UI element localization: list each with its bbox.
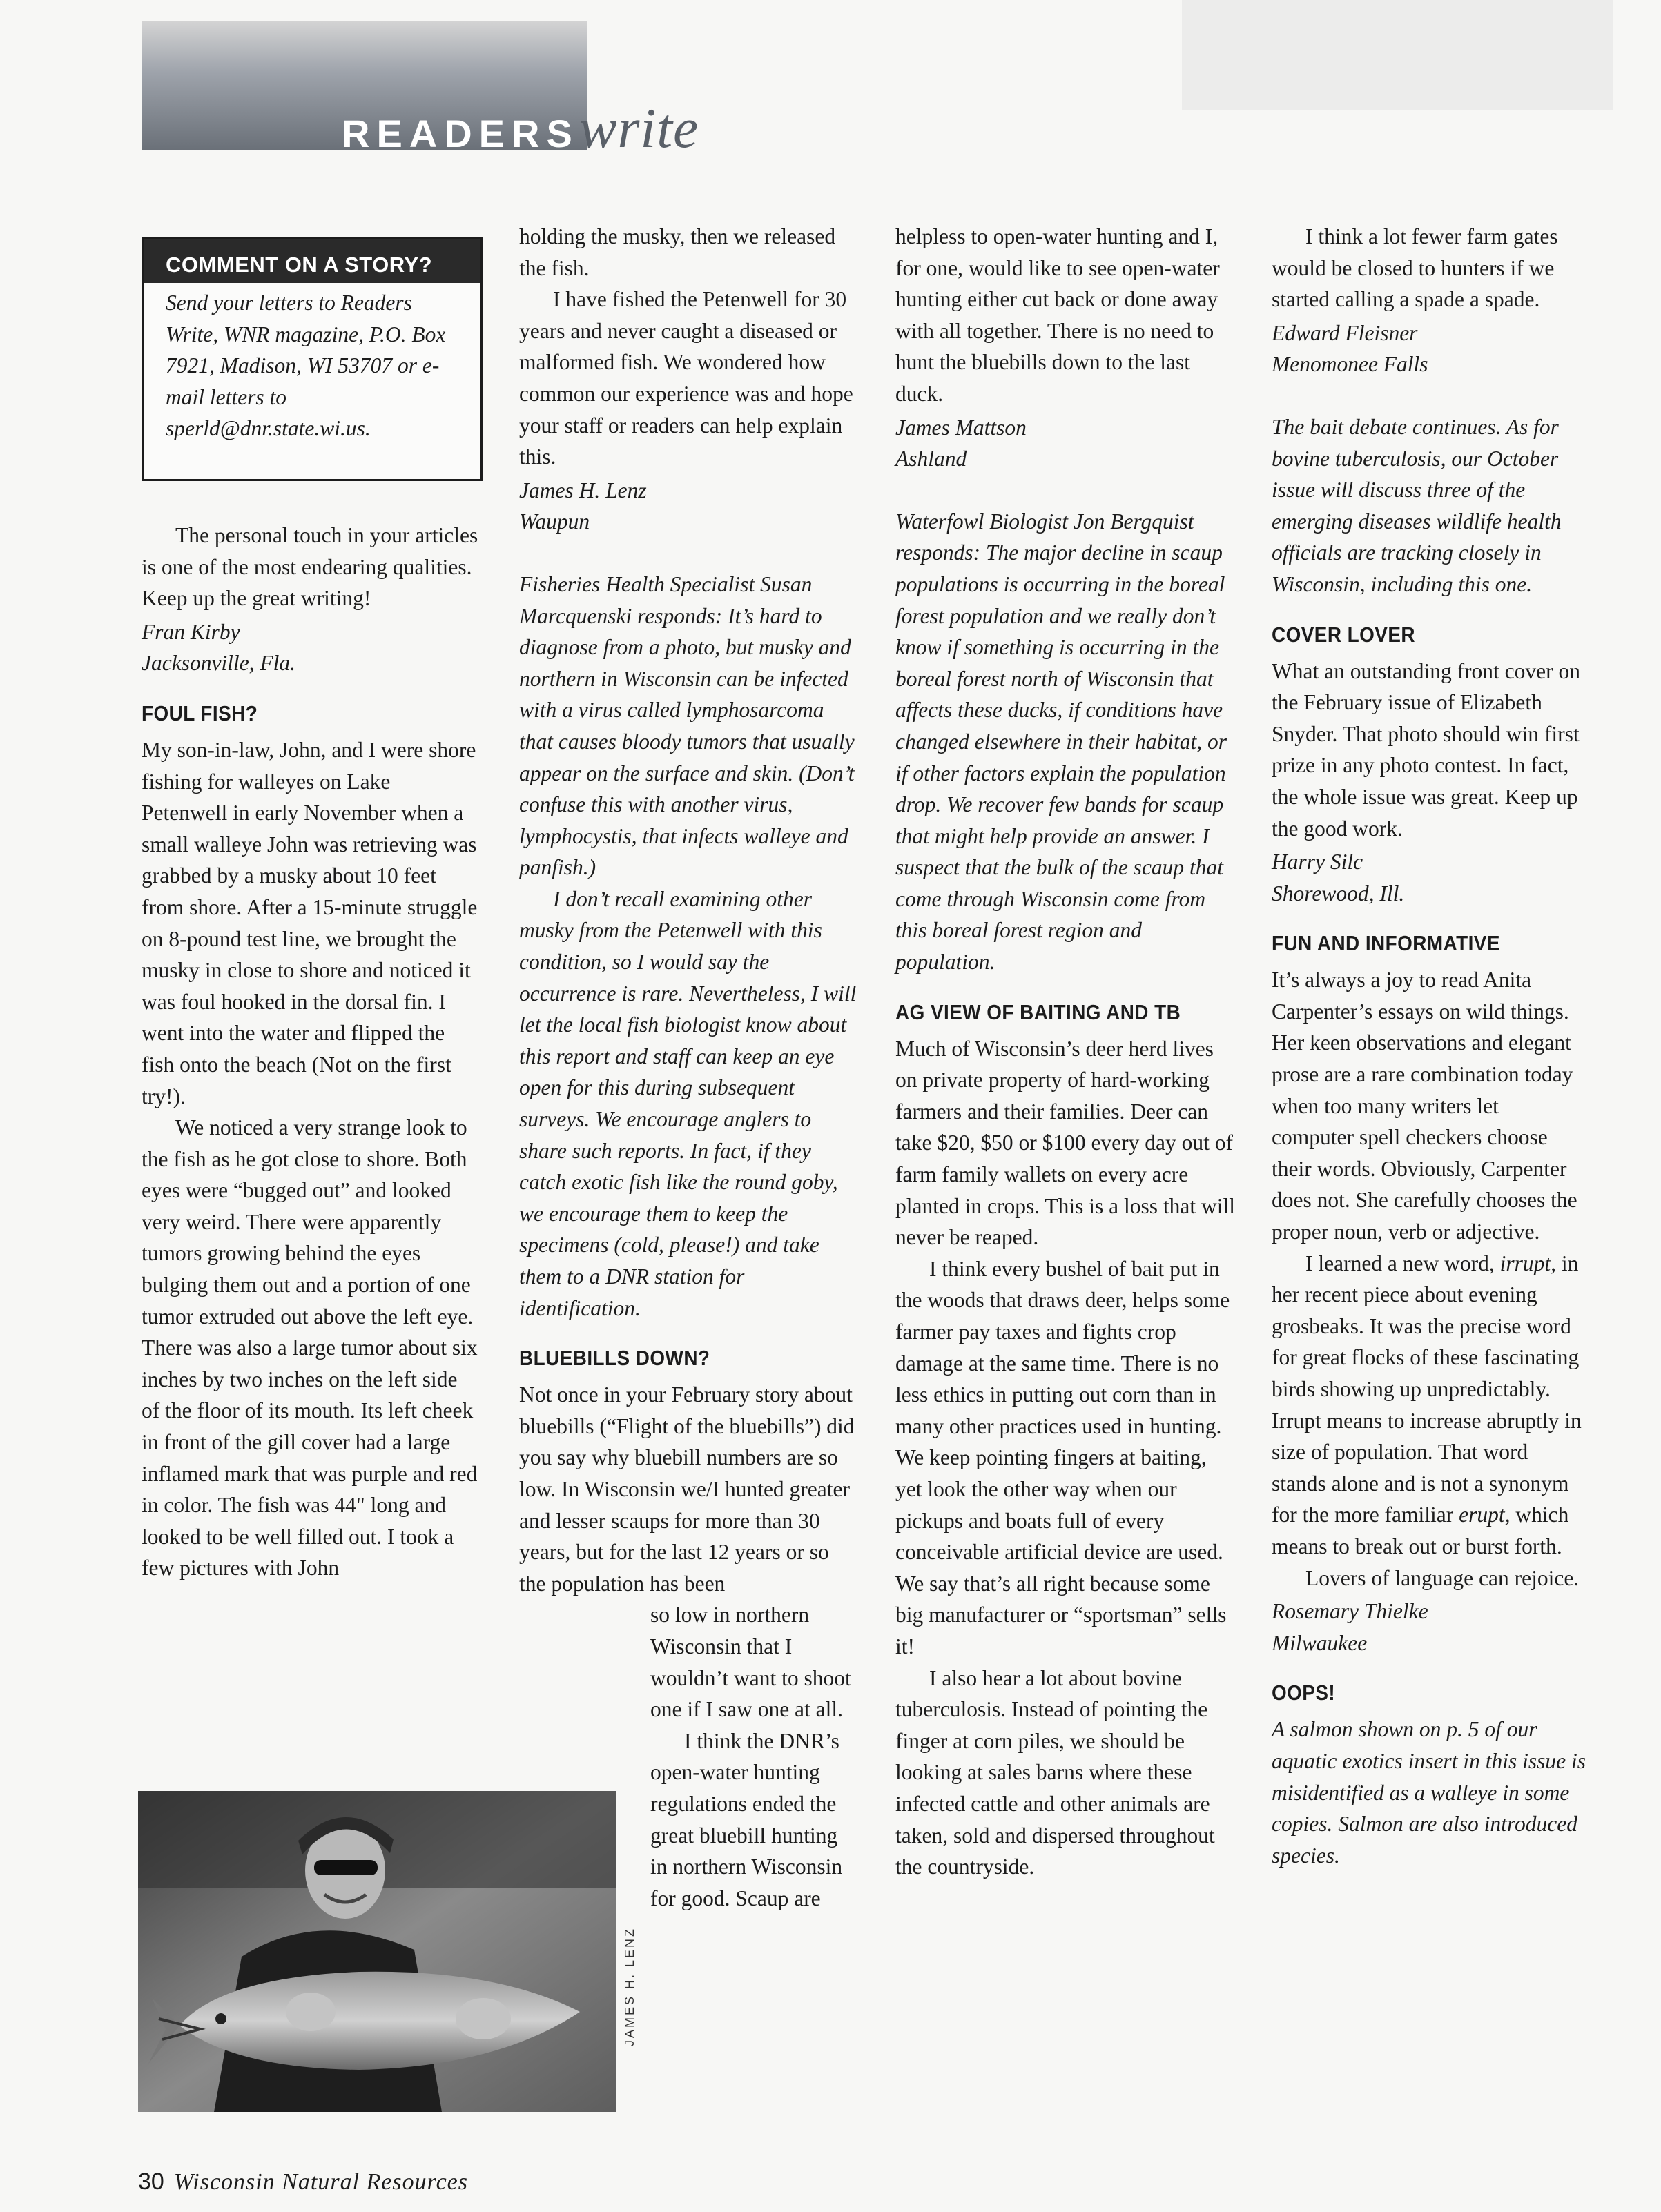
signature-name: Edward Fleisner — [1272, 320, 1418, 345]
section-title-write: write — [579, 97, 699, 159]
section-title — [342, 97, 699, 159]
text-run: I learned a new word, — [1305, 1251, 1495, 1275]
photo-wrap-text — [650, 1599, 857, 1914]
response-paragraph: Fisheries Health Specialist Susan Marcquenski responds: It’s hard to diagnose from a photo, but musky and northern in Wisconsin can be infected with a virus called lymphosarcoma that causes bloody tumors that usually appear on the surface and skin. (Don’t confuse this with another virus, lymphocystis, that infects walleye and panfish.) — [519, 571, 855, 880]
letter-paragraph: It’s always a joy to read Anita Carpenter’s essays on wild things. Her keen observations and elegant prose are a rare combination today when too many writers let computer spell checkers choose their words. Obviously, Carpenter does not. She carefully chooses the proper noun, verb or adjective. — [1272, 968, 1577, 1244]
letter-paragraph: I think a lot fewer farm gates would be closed to hunters if we started calling a spade a spade. — [1272, 224, 1558, 312]
signature-name: James Mattson — [895, 415, 1027, 440]
signature-place: Milwaukee — [1272, 1630, 1368, 1655]
column-3 — [895, 221, 1237, 1883]
editor-note: The bait debate continues. As for bovine tuberculosis, our October issue will discuss three of the emerging diseases wildlife health officials are tracking closely in Wisconsin, including this one. — [1272, 414, 1562, 596]
response-paragraph: I don’t recall examining other musky from the Petenwell with this condition, so I would say the occurrence is rare. Nevertheless, I will let the local fish biologist know about this report and staff can keep an eye open for this during subsequent surveys. We encourage anglers to share such reports. In fact, if they catch exotic fish like the round goby, we encourage them to keep the specimens (cold, please!) and take them to a DNR station for identification. — [519, 886, 857, 1320]
text-run: which means to break out or burst forth. — [1272, 1503, 1569, 1558]
comment-box-body: Send your letters to Readers Write, WNR magazine, P.O. Box 7921, Madison, WI 53707 or e-mail letters to sperld@dnr.state.wi.us. — [166, 291, 446, 441]
letter-paragraph: I think the DNR’s open-water hunting regulations ended the great bluebill hunting in northern Wisconsin for good. Scaup are — [650, 1728, 843, 1910]
heading-oops: OOPS! — [1272, 1681, 1336, 1705]
section-title-readers: READERS — [342, 112, 579, 155]
heading-bluebills-down: BLUEBILLS DOWN? — [519, 1346, 710, 1371]
letter-paragraph: My son-in-law, John, and I were shore fishing for walleyes on Lake Petenwell in early November when a small walleye John was retrieving was grabbed by a musky about 10 feet from shore. After a 15-minute struggle on 8-pound test line, we brought the musky in close to shore and noticed it was foul hooked in the dorsal fin. I went into the water and flipped the fish onto the beach (Not on the first try!). — [142, 737, 478, 1108]
signature-name: Fran Kirby — [142, 619, 240, 644]
column-2 — [519, 221, 857, 1914]
signature-place: Jacksonville, Fla. — [142, 651, 296, 676]
letter-paragraph: Much of Wisconsin’s deer herd lives on private property of hard-working farmers and their families. Deer can take $20, $50 or $100 every day out of farm family wallets on every acre planted in crops. This is a loss that will never be reaped. — [895, 1036, 1236, 1250]
signature-name: Rosemary Thielke — [1272, 1599, 1428, 1624]
letter-paragraph: I think every bushel of bait put in the woods that draws deer, helps some farmer pay taxes and fights crop damage at the same time. There is no less ethics in putting out corn than in many other practices used in hunting. We keep pointing fingers at baiting, yet look the other way when our pickups and boats full of every conceivable artificial device are used. We say that’s all right because some big manufacturer or “sportsman” sells it! — [895, 1256, 1230, 1658]
heading-ag-view: AG VIEW OF BAITING AND TB — [895, 999, 1181, 1024]
response-paragraph: Waterfowl Biologist Jon Bergquist responds: The major decline in scaup populations is occurring in the boreal forest population and we really don’t know if something is occurring in the boreal forest north of Wisconsin that affects these ducks, if conditions have changed elsewhere in their habitat, or if other factors explain the population drop. We recover few bands for scaup that might help provide an answer. I suspect that the bulk of the scaup that come through Wisconsin come from this boreal forest region and population. — [895, 509, 1227, 975]
letter-paragraph: I have fished the Petenwell for 30 years and never caught a diseased or malformed fish. We wondered how common our experience was and hope your staff or readers can help explain this. — [519, 287, 853, 469]
emphasized-word: erupt, — [1459, 1503, 1511, 1527]
heading-cover-lover: COVER LOVER — [1272, 622, 1416, 647]
signature-name: Harry Silc — [1272, 850, 1363, 874]
magazine-name: Wisconsin Natural Resources — [173, 2169, 468, 2195]
letter-paragraph: We noticed a very strange look to the fish as he got close to shore. Both eyes were “bugged out” and looked very weird. There were apparently tumors growing behind the eyes bulging them out and a portion of one tumor extruded out above the left eye. There was also a large tumor about six inches by two inches on the left side of the floor of its mouth. Its left cheek in front of the gill cover had a large inflamed mark that was purple and red in color. The fish was 44" long and looked to be well filled out. I took a few pictures with John — [142, 1115, 478, 1580]
signature-name: James H. Lenz — [519, 478, 647, 502]
letter-paragraph: helpless to open-water hunting and I, for one, would like to see open-water hunting either cut back or done away with all together. There is no need to hunt the bluebills down to the last duck. — [895, 224, 1220, 406]
letter-paragraph: holding the musky, then we released the fish. — [519, 224, 836, 280]
comment-box-title: COMMENT ON A STORY? — [144, 239, 480, 283]
signature-place: Ashland — [895, 447, 967, 471]
signature-place: Shorewood, Ill. — [1272, 881, 1405, 906]
letter-paragraph: What an outstanding front cover on the February issue of Elizabeth Snyder. That photo should win first prize in any photo contest. In fact, the whole issue was great. Keep up the good work. — [1272, 658, 1580, 841]
emphasized-word: irrupt, — [1499, 1251, 1557, 1275]
heading-fun-and-informative: FUN AND INFORMATIVE — [1272, 931, 1500, 956]
letter-paragraph: so low in northern Wisconsin that I wouldn’t want to shoot one if I saw one at all. — [650, 1603, 851, 1722]
letter-paragraph — [1272, 1248, 1586, 1563]
letter-paragraph: Not once in your February story about bluebills (“Flight of the bluebills”) did you say why bluebill numbers are so low. In Wisconsin we/I hunted greater and lesser scaups for more than 30 years, but for the last 12 years or so the population has been — [519, 1382, 855, 1596]
signature-place: Menomonee Falls — [1272, 352, 1428, 377]
page-footer — [138, 2169, 468, 2195]
column-4 — [1272, 221, 1586, 1871]
letter-paragraph: I also hear a lot about bovine tuberculosis. Instead of pointing the finger at corn piles, we should be looking at sales barns where these infected cattle and other animals are taken, sold and dispersed throughout the countryside. — [895, 1665, 1215, 1879]
signature-place: Waupun — [519, 509, 590, 534]
heading-foul-fish: FOUL FISH? — [142, 701, 258, 725]
photo-credit: JAMES H. LENZ — [623, 1926, 637, 2046]
text-run: in her recent piece about evening grosbeaks. It was the precise word for great flocks of these fascinating birds showing up unpredictably. Irrupt means to increase abruptly in size of population. That word stands alone and is not a synonym for the more familiar — [1272, 1251, 1582, 1527]
comment-box — [142, 237, 483, 481]
letter-paragraph: Lovers of language can rejoice. — [1305, 1565, 1580, 1590]
page-number: 30 — [138, 2169, 164, 2195]
column-1 — [142, 520, 480, 1584]
correction-note: A salmon shown on p. 5 of our aquatic exotics insert in this issue is misidentified as a walleye in some copies. Salmon are also introduced species. — [1272, 1717, 1586, 1868]
bleed-through-band — [1182, 0, 1613, 110]
letter-paragraph: The personal touch in your articles is one of the most endearing qualities. Keep up the great writing! — [142, 523, 478, 611]
